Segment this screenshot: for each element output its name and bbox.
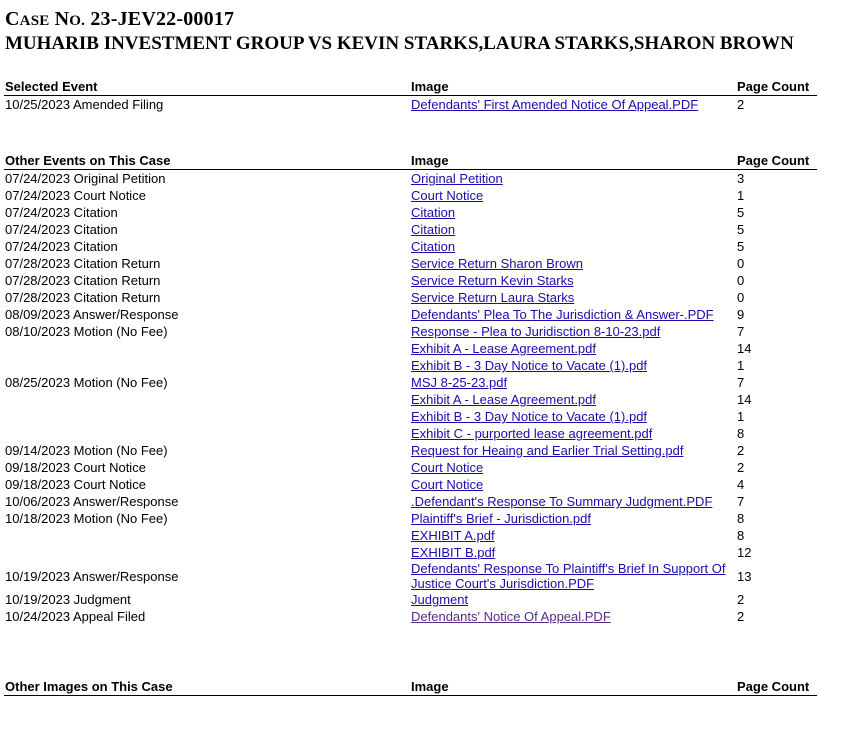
page-count-cell: 1 — [737, 358, 745, 373]
event-cell — [4, 340, 410, 357]
other-images-table — [4, 679, 817, 696]
page-count-cell: 2 — [737, 443, 745, 458]
event-cell: 07/24/2023 Original Petition — [5, 171, 166, 186]
image-link[interactable]: Defendants' First Amended Notice Of Appeal.PDF — [411, 97, 699, 112]
table-row — [4, 459, 817, 476]
page-count-cell: 8 — [737, 511, 745, 526]
image-cell — [410, 544, 736, 561]
page-count-cell: 2 — [737, 460, 745, 475]
image-link[interactable]: Judgment — [411, 592, 469, 607]
table-header-row — [4, 153, 817, 170]
image-cell — [410, 170, 736, 188]
table-row — [4, 323, 817, 340]
case-number-heading: CASE NO. 23-JEV22-00017 — [5, 8, 235, 30]
column-header-page-count: Page Count — [736, 679, 817, 696]
image-link[interactable]: Exhibit C - purported lease agreement.pdf — [411, 426, 653, 441]
image-link[interactable]: .Defendant's Response To Summary Judgment.PDF — [411, 494, 713, 509]
image-link[interactable]: Citation — [411, 222, 456, 237]
table-row — [4, 442, 817, 459]
table-row — [4, 221, 817, 238]
image-link[interactable]: Court Notice — [411, 477, 484, 492]
table-row — [4, 238, 817, 255]
case-parties: MUHARIB INVESTMENT GROUP VS KEVIN STARKS,LAURA STARKS,SHARON BROWN — [5, 33, 794, 54]
page-count-cell: 2 — [737, 97, 745, 112]
selected-event-table — [4, 79, 817, 113]
event-cell: 10/24/2023 Appeal Filed — [5, 609, 146, 624]
table-row — [4, 374, 817, 391]
event-cell: 07/24/2023 Citation — [5, 205, 118, 220]
image-cell — [410, 306, 736, 323]
event-cell — [4, 527, 410, 544]
page-count-cell: 2 — [737, 609, 745, 624]
image-cell — [410, 408, 736, 425]
image-cell — [410, 340, 736, 357]
page-count-cell: 7 — [737, 494, 745, 509]
event-cell — [4, 391, 410, 408]
image-link[interactable]: Service Return Laura Starks — [411, 290, 575, 305]
image-link[interactable]: Response - Plea to Juridisction 8-10-23.pdf — [411, 324, 661, 339]
image-link[interactable]: Exhibit B - 3 Day Notice to Vacate (1).pdf — [411, 409, 648, 424]
image-cell — [410, 374, 736, 391]
table-row — [4, 357, 817, 374]
image-link[interactable]: Plaintiff's Brief - Jurisdiction.pdf — [411, 511, 591, 526]
event-cell: 09/14/2023 Motion (No Fee) — [5, 443, 168, 458]
image-cell — [410, 476, 736, 493]
table-row — [4, 527, 817, 544]
table-header-row — [4, 679, 817, 696]
image-link[interactable]: Citation — [411, 205, 456, 220]
image-cell — [410, 591, 736, 608]
event-cell: 10/06/2023 Answer/Response — [5, 494, 179, 509]
page-count-cell: 4 — [737, 477, 745, 492]
other-events-table — [4, 153, 817, 625]
page-count-cell: 5 — [737, 205, 745, 220]
image-cell — [410, 204, 736, 221]
page-count-cell: 1 — [737, 409, 745, 424]
event-cell: 08/10/2023 Motion (No Fee) — [5, 324, 168, 339]
image-cell — [410, 391, 736, 408]
table-row — [4, 493, 817, 510]
page-count-cell: 5 — [737, 239, 745, 254]
page-count-cell: 1 — [737, 188, 745, 203]
image-link[interactable]: Defendants' Response To Plaintiff's Brief In Support Of Justice Court's Jurisdiction.PDF — [411, 561, 726, 591]
event-cell — [4, 357, 410, 374]
column-header-event: Selected Event — [4, 79, 410, 96]
event-cell: 10/19/2023 Answer/Response — [5, 568, 179, 584]
event-cell — [4, 425, 410, 442]
image-link[interactable]: Defendants' Plea To The Jurisdiction & Answer-.PDF — [411, 307, 714, 322]
page-count-cell: 0 — [737, 273, 745, 288]
event-cell: 07/28/2023 Citation Return — [5, 290, 161, 305]
case-number: 23-JEV22-00017 — [90, 8, 235, 30]
page-count-cell: 3 — [737, 171, 745, 186]
event-cell: 08/25/2023 Motion (No Fee) — [5, 375, 168, 390]
image-link[interactable]: Exhibit B - 3 Day Notice to Vacate (1).pdf — [411, 358, 648, 373]
page-count-cell: 12 — [737, 545, 752, 560]
image-cell — [410, 357, 736, 374]
image-link[interactable]: Defendants' Notice Of Appeal.PDF — [411, 609, 611, 624]
page-count-cell: 8 — [737, 426, 745, 441]
table-row — [4, 608, 817, 625]
page-count-cell: 9 — [737, 307, 745, 322]
event-cell: 10/19/2023 Judgment — [5, 592, 131, 607]
event-cell: 07/28/2023 Citation Return — [5, 273, 161, 288]
table-row — [4, 340, 817, 357]
image-cell — [410, 510, 736, 527]
column-header-image: Image — [410, 153, 736, 170]
column-header-page-count: Page Count — [736, 153, 817, 170]
page-count-cell: 7 — [737, 324, 745, 339]
table-row — [4, 544, 817, 561]
table-row — [4, 306, 817, 323]
column-header-page-count: Page Count — [736, 79, 817, 96]
image-cell — [410, 221, 736, 238]
table-row — [4, 561, 817, 591]
image-link[interactable]: Exhibit A - Lease Agreement.pdf — [411, 341, 597, 356]
image-cell — [410, 459, 736, 476]
event-cell: 10/25/2023 Amended Filing — [5, 97, 164, 112]
image-link[interactable]: Request for Heaing and Earlier Trial Setting.pdf — [411, 443, 684, 458]
image-link[interactable]: Court Notice — [411, 188, 484, 203]
event-cell: 10/18/2023 Motion (No Fee) — [5, 511, 168, 526]
event-cell — [4, 408, 410, 425]
image-link[interactable]: Citation — [411, 239, 456, 254]
image-cell — [410, 96, 736, 114]
image-cell — [410, 238, 736, 255]
event-cell: 07/28/2023 Citation Return — [5, 256, 161, 271]
page-count-cell: 8 — [737, 528, 745, 543]
page-count-cell: 14 — [737, 341, 752, 356]
table-row — [4, 425, 817, 442]
image-cell — [410, 289, 736, 306]
page-count-cell: 0 — [737, 256, 745, 271]
column-header-images: Other Images on This Case — [4, 679, 410, 696]
image-link[interactable]: EXHIBIT B.pdf — [411, 545, 496, 560]
table-row — [4, 96, 817, 114]
image-link[interactable]: Court Notice — [411, 460, 484, 475]
page-count-cell: 7 — [737, 375, 745, 390]
image-cell — [410, 255, 736, 272]
table-row — [4, 408, 817, 425]
table-row — [4, 187, 817, 204]
table-row — [4, 510, 817, 527]
image-cell — [410, 425, 736, 442]
image-cell — [410, 323, 736, 340]
event-cell: 07/24/2023 Citation — [5, 239, 118, 254]
image-link[interactable]: EXHIBIT A.pdf — [411, 528, 495, 543]
column-header-event: Other Events on This Case — [4, 153, 410, 170]
event-cell — [4, 544, 410, 561]
event-cell: 08/09/2023 Answer/Response — [5, 307, 179, 322]
table-row — [4, 170, 817, 188]
page-count-cell: 13 — [737, 568, 752, 584]
event-cell: 07/24/2023 Court Notice — [5, 188, 146, 203]
page-count-cell: 5 — [737, 222, 745, 237]
page-count-cell: 0 — [737, 290, 745, 305]
image-cell — [410, 187, 736, 204]
case-header — [5, 7, 794, 56]
table-header-row — [4, 79, 817, 96]
table-row — [4, 391, 817, 408]
image-link[interactable]: Service Return Kevin Starks — [411, 273, 574, 288]
table-row — [4, 255, 817, 272]
page-count-cell: 14 — [737, 392, 752, 407]
column-header-image: Image — [410, 79, 736, 96]
image-link[interactable]: Exhibit A - Lease Agreement.pdf — [411, 392, 597, 407]
image-link[interactable]: MSJ 8-25-23.pdf — [411, 375, 508, 390]
image-cell — [410, 272, 736, 289]
image-cell — [410, 493, 736, 510]
table-row — [4, 289, 817, 306]
image-cell — [410, 527, 736, 544]
image-cell — [410, 561, 736, 591]
table-row — [4, 272, 817, 289]
column-header-image: Image — [410, 679, 736, 696]
table-row — [4, 476, 817, 493]
image-link[interactable]: Service Return Sharon Brown — [411, 256, 583, 271]
page-count-cell: 2 — [737, 592, 745, 607]
image-cell — [410, 608, 736, 625]
image-cell — [410, 442, 736, 459]
table-row — [4, 591, 817, 608]
table-row — [4, 204, 817, 221]
event-cell: 09/18/2023 Court Notice — [5, 477, 146, 492]
image-link[interactable]: Original Petition — [411, 171, 503, 186]
event-cell: 09/18/2023 Court Notice — [5, 460, 146, 475]
event-cell: 07/24/2023 Citation — [5, 222, 118, 237]
